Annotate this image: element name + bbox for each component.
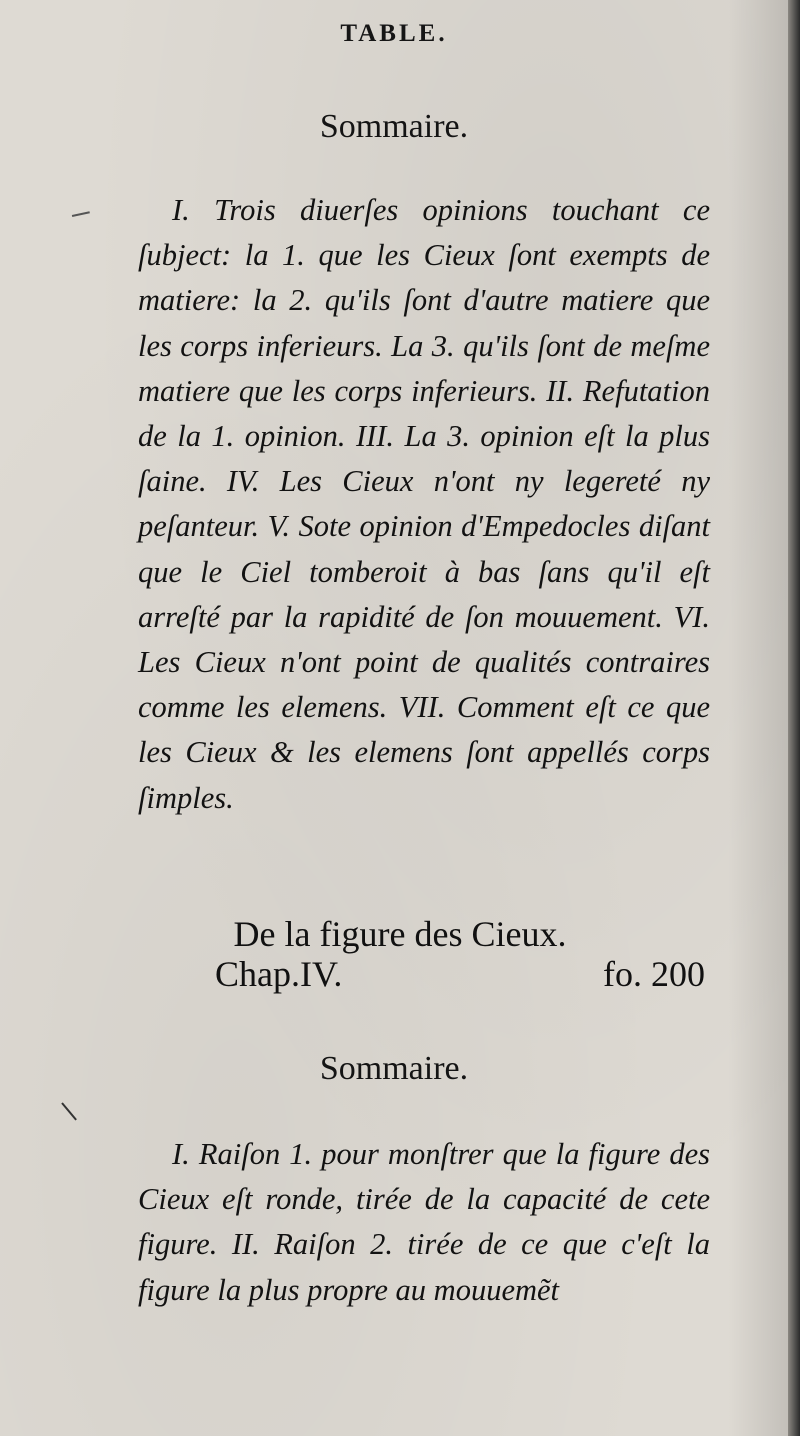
summary-text-2: I. Raiſon 1. pour monſtrer que la figure des Cieux eſt ronde, tirée de la capacité de cete figure. II. Raiſon 2. tirée de ce que c'eſt la figure la plus propre au mouuemẽt (138, 1137, 710, 1307)
summary-block-1 (138, 188, 710, 821)
paper-scratch-mark (61, 1102, 77, 1120)
running-head: TABLE. (340, 20, 448, 47)
chapter-line (215, 953, 705, 995)
paper-scratch-mark (72, 211, 90, 216)
book-spine (788, 0, 800, 1436)
section-heading-2: Sommaire. (319, 1050, 469, 1087)
folio-number: fo. 200 (603, 954, 705, 994)
page-edge-shadow (728, 0, 788, 1436)
chapter-number: Chap.IV. (215, 954, 343, 994)
chapter-title: De la figure des Cieux. (233, 914, 567, 954)
summary-text-1: I. Trois diuerſes opinions touchant ce ſubject: la 1. que les Cieux ſont exempts de matiere: la 2. qu'ils ſont d'autre matiere que les corps inferieurs. La 3. qu'ils ſont de meſme matiere que les corps inferieurs. II. Refutation de la 1. opinion. III. La 3. opinion eſt la plus ſaine. IV. Les Cieux n'ont ny legereté ny peſanteur. V. Sote opinion d'Empedocles diſant que le Ciel tomberoit à bas ſans qu'il eſt arreſté par la rapidité de ſon mouuement. VI. Les Cieux n'ont point de qualités contraires comme les elemens. VII. Comment eſt ce que les Cieux & les elemens ſont appellés corps ſimples. (138, 193, 710, 815)
summary-block-2 (138, 1132, 710, 1313)
section-heading-1: Sommaire. (319, 108, 469, 145)
